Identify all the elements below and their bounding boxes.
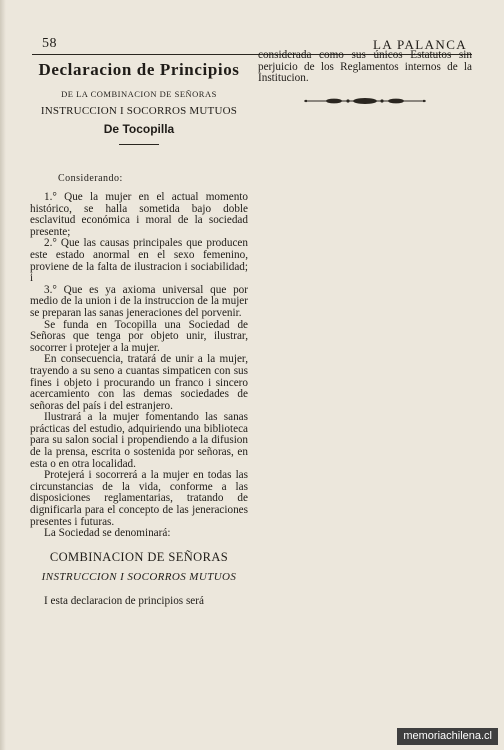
article-body — [30, 192, 248, 540]
closing-heading: COMBINACION DE SEÑORAS — [49, 549, 229, 564]
source-watermark: memoriachilena.cl — [397, 728, 498, 745]
right-column-text — [258, 50, 472, 85]
body-paragraph: La Sociedad se denominará: — [44, 527, 171, 540]
closing-subheading: INSTRUCCION I SOCORROS MUTUOS — [41, 570, 237, 583]
section-label-considerando: Considerando: — [58, 173, 123, 184]
body-paragraph: Ilustrará a la mujer fomentando las sanas prácticas del estudio, adquiriendo una biblioteca para su salon social i propendiendo a la difusion de la prensa, escrita o sostenida por señoras, en esta o en otra localidad. — [30, 411, 248, 470]
ornamental-divider-icon — [302, 97, 428, 105]
article-title: Declaracion de Principios — [38, 60, 240, 79]
journal-title: LA PALANCA — [373, 37, 468, 52]
body-paragraph: Se funda en Tocopilla una Sociedad de Señoras que tenga por objeto unir, ilustrar, socorrer i protejer a la mujer. — [30, 318, 248, 354]
body-paragraph: En consecuencia, tratará de unir a la mujer, trayendo a su seno a cuantas simpaticen con sus fines i objeto i procurando un franco i sincero acercamiento con las demas sociedades de señoras del país i del estranjero. — [30, 353, 248, 412]
right-column — [258, 50, 472, 105]
body-paragraph: 3.° Que es ya axioma universal que por medio de la union i de la instruccion de la mujer se preparan las sanas jeneraciones del porvenir. — [30, 283, 248, 319]
closing-line: I esta declaracion de principios será — [44, 594, 204, 607]
article-subtitle-instruction: INSTRUCCION I SOCORROS MUTUOS — [40, 105, 238, 117]
article-subtitle-organization: DE LA COMBINACION DE SEÑORAS — [61, 89, 217, 99]
left-column — [30, 60, 248, 607]
body-paragraph: 2.° Que las causas principales que producen este estado anormal en el sexo femenino, proviene de la falta de ilustracion i sociabilidad; i — [30, 237, 248, 285]
page-number: 58 — [42, 36, 57, 51]
article-location: De Tocopilla — [103, 122, 175, 136]
body-paragraph: 1.° Que la mujer en el actual momento histórico, se halla sometida bajo doble esclavitud económica i moral de la sociedad presente; — [30, 191, 248, 238]
scan-edge-shadow — [0, 0, 6, 750]
body-paragraph: Protejerá i socorrerá a la mujer en todas las circunstancias de la vida, conforme a las disposiciones reglamentarias, tratando de dignificarla para el concepto de las jeneraciones presentes i futuras. — [30, 469, 248, 528]
title-short-rule — [119, 144, 159, 145]
continued-paragraph: considerada como sus únicos Estatutos sin perjuicio de los Reglamentos internos de la Institucion. — [258, 49, 472, 85]
